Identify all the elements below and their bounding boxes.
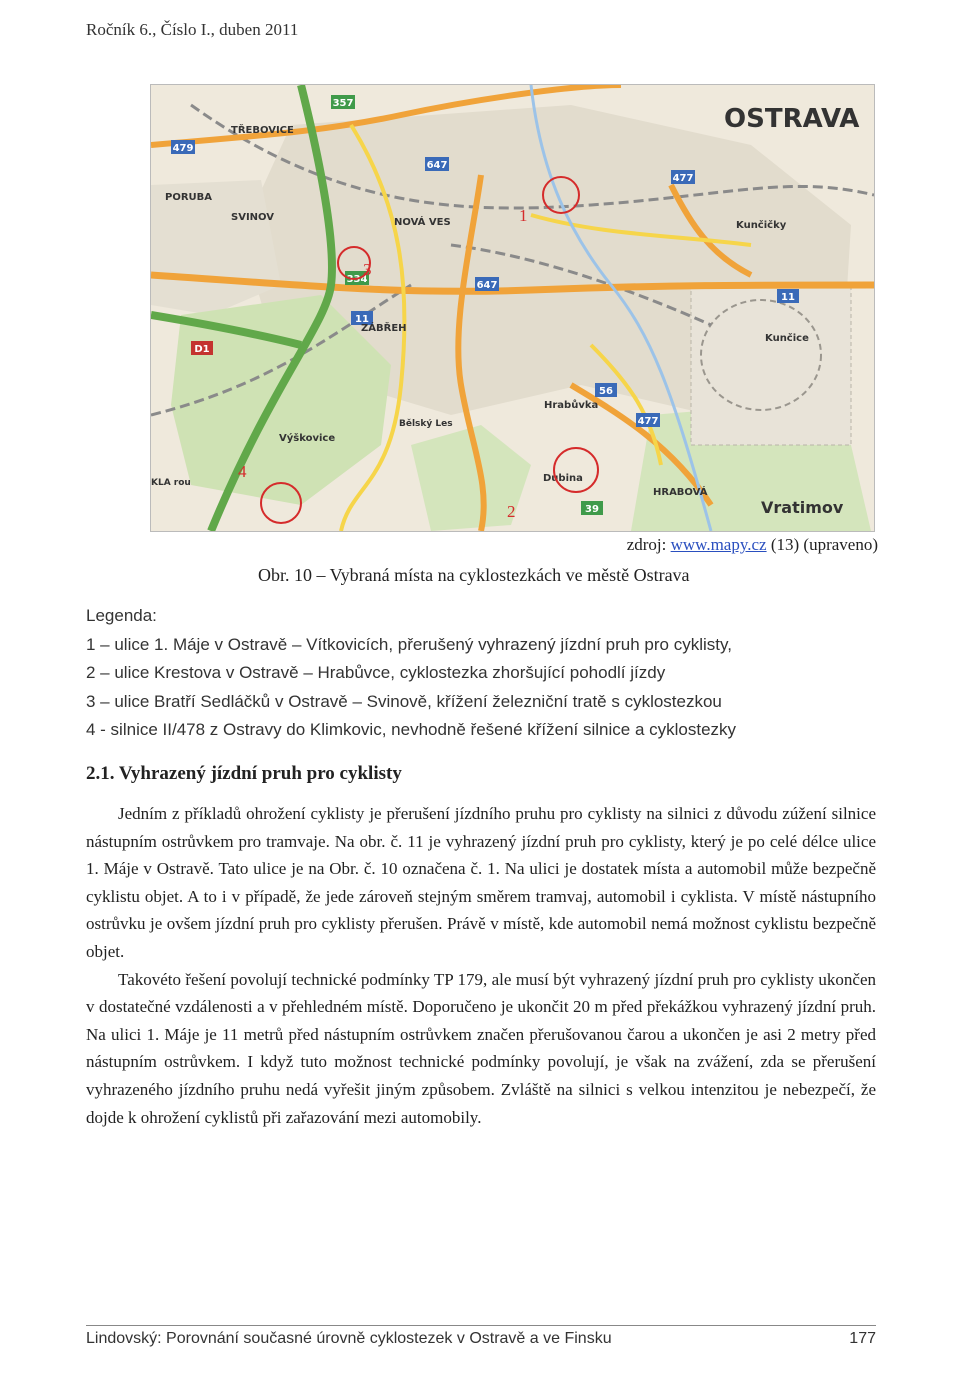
map-place: Vratimov <box>761 498 844 517</box>
map-place: Dubina <box>543 473 583 484</box>
map-place: Kunčice <box>765 333 809 344</box>
map-place: KLA rou <box>151 478 191 488</box>
marker-label-2: 2 <box>507 502 516 521</box>
figure-caption: Obr. 10 – Vybraná místa na cyklostezkách ve městě Ostrava <box>258 565 690 585</box>
road-badge <box>777 289 799 303</box>
map-place: NOVÁ VES <box>394 217 451 228</box>
map-place: PORUBA <box>165 192 213 203</box>
svg-text:477: 477 <box>672 173 694 184</box>
map-city-title: OSTRAVA <box>724 104 860 134</box>
map-place: TŘEBOVICE <box>231 125 294 136</box>
road-badge <box>171 140 195 154</box>
road-badge <box>425 157 449 171</box>
svg-text:56: 56 <box>599 386 613 397</box>
legend-title: Legenda: <box>86 606 157 625</box>
road-badge <box>331 95 355 109</box>
svg-text:D1: D1 <box>194 344 210 355</box>
svg-text:647: 647 <box>426 160 448 171</box>
paragraph: Takovéto řešení povolují technické podmínky TP 179, ale musí být vyhrazený jízdní pruh pro cyklisty ukončen v dostatečné vzdálenosti a v přehledném místě. Doporučeno je ukončit 20 m před překážkou vyhrazený jízdní pruh. Na ulici 1. Máje je 11 metrů před nástupním ostrůvkem značen přerušovanou čarou a ukončen je asi 2 metry před nástupním ostrůvkem. I když tuto možnost technické podmínky povolují, je však na zvážení, zda se přerušení vyhrazeného jízdního pruhu nedá vyřešit jiným způsobem. Zvláště na silnici s velkou intenzitou je nebezpečí, že dojde k ohrožení cyklistů při zařazování mezi automobily. <box>86 969 876 1127</box>
road-badge <box>191 341 213 355</box>
svg-text:334: 334 <box>346 274 368 285</box>
city-map <box>150 84 875 532</box>
footer-text: Lindovský: Porovnání současné úrovně cyklostezek v Ostravě a ve Finsku <box>86 1330 612 1347</box>
source-link[interactable]: www.mapy.cz <box>670 535 767 554</box>
legend-item: 2 – ulice Krestova v Ostravě – Hrabůvce, cyklostezka zhoršující pohodlí jízdy <box>86 663 666 682</box>
legend-item: 4 - silnice II/478 z Ostravy do Klimkovic, nevhodně řešené křížení silnice a cyklostezky <box>86 720 737 739</box>
map-place: Výškovice <box>279 433 336 444</box>
road-badge <box>475 277 499 291</box>
map-source: zdroj: www.mapy.cz (13) (upraveno) <box>626 535 878 554</box>
map-place: SVINOV <box>231 212 275 223</box>
legend-item: 1 – ulice 1. Máje v Ostravě – Vítkovicích, přerušený vyhrazený jízdní pruh pro cyklisty, <box>86 634 732 654</box>
svg-text:11: 11 <box>781 292 795 303</box>
page-number: 177 <box>849 1330 876 1347</box>
paragraph: Jedním z příkladů ohrožení cyklisty je přerušení jízdního pruhu pro cyklisty na silnici z důvodu zúžení silnice nástupním ostrůvkem pro tramvaje. Na obr. č. 11 je vyhrazený jízdní pruh pro cyklisty, který je po celé délce ulice 1. Máje v Ostravě. Tato ulice je na Obr. č. 10 označena č. 1. Na ulici je dostatek místa a automobil může bezpečně cyklistu objet. A to i v případě, že jede zároveň stejným směrem tramvaj, automobil i cyklista. V místě nástupního ostrůvku je ovšem jízdní pruh pro cyklisty přerušen. Právě v místě, kde automobil nemá možnost cyklistu bezpečně objet. <box>86 804 876 961</box>
marker-label-4: 4 <box>238 462 247 481</box>
body-text <box>86 800 876 1131</box>
map-place: HRABOVÁ <box>653 487 708 498</box>
section-title: 2.1. Vyhrazený jízdní pruh pro cyklisty <box>86 763 402 784</box>
map-place: ZÁBŘEH <box>361 323 407 334</box>
legend <box>86 602 886 745</box>
road-badge <box>595 383 617 397</box>
page-header: Ročník 6., Číslo I., duben 2011 <box>86 20 299 39</box>
road-badge <box>581 501 603 515</box>
marker-label-3: 3 <box>363 260 372 279</box>
svg-text:11: 11 <box>355 314 369 325</box>
svg-text:357: 357 <box>332 98 354 109</box>
map-graphic <box>151 85 874 531</box>
page-footer <box>86 1330 876 1348</box>
map-place: Hrabůvka <box>544 400 599 411</box>
road-badge <box>636 413 660 427</box>
legend-item: 3 – ulice Bratří Sedláčků v Ostravě – Svinově, křížení železniční tratě s cyklostezkou <box>86 691 722 711</box>
marker-label-1: 1 <box>519 206 528 225</box>
svg-text:477: 477 <box>637 416 659 427</box>
footer-divider <box>86 1325 876 1326</box>
map-place: Bělský Les <box>399 419 453 429</box>
svg-text:479: 479 <box>172 143 194 154</box>
road-badge <box>671 170 695 184</box>
map-place: Kunčičky <box>736 220 787 231</box>
svg-text:647: 647 <box>476 280 498 291</box>
svg-text:39: 39 <box>585 504 599 515</box>
